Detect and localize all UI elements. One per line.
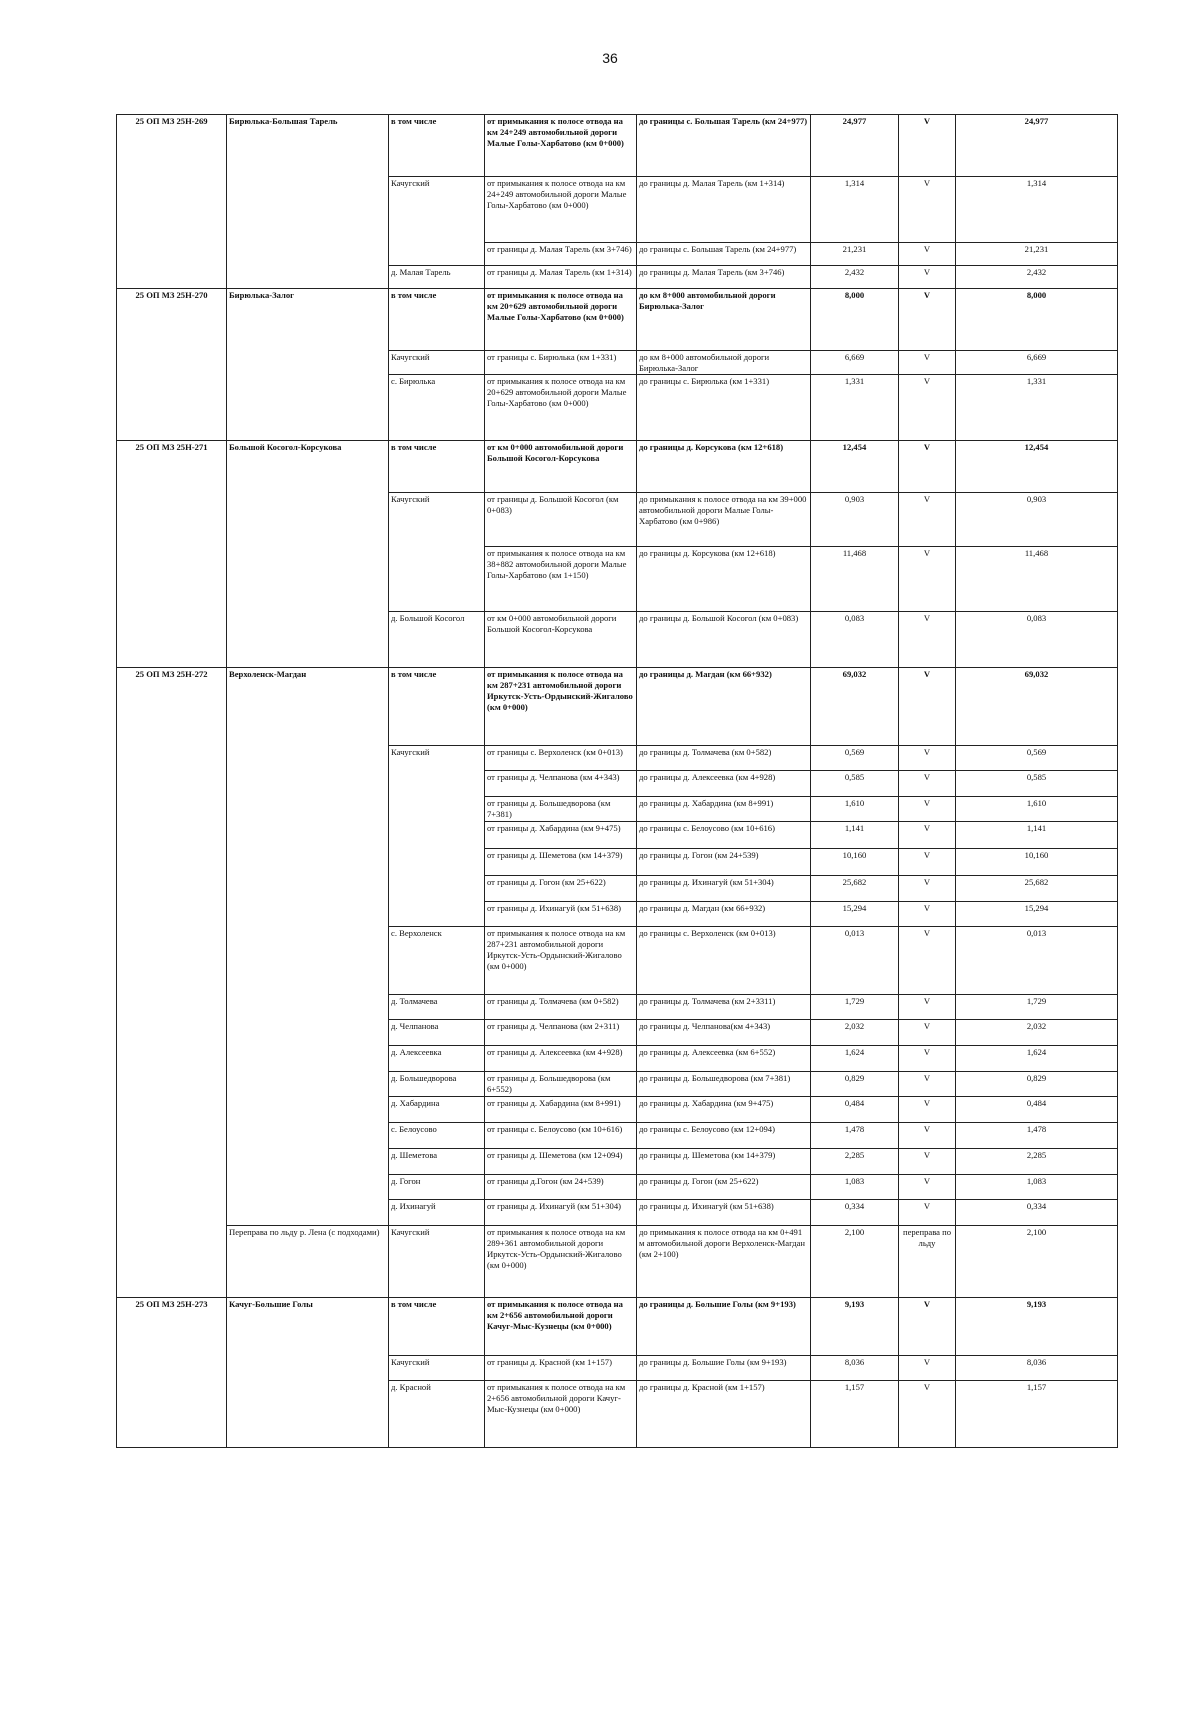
road-category: переправа по льду xyxy=(899,1226,956,1298)
district-cell: д. Челпанова xyxy=(389,1020,485,1046)
total-length: 1,083 xyxy=(956,1175,1118,1200)
segment-start: от примыкания к полосе отвода на км 289+361 автомобильной дороги Иркутск-Усть-Ордынский-Жигалово (км 0+000) xyxy=(485,1226,637,1298)
length-km: 8,000 xyxy=(811,289,899,351)
road-category: V xyxy=(899,746,956,771)
total-length: 0,484 xyxy=(956,1097,1118,1123)
length-km: 0,083 xyxy=(811,612,899,668)
table-row xyxy=(117,1298,1118,1356)
road-category: V xyxy=(899,822,956,849)
length-km: 8,036 xyxy=(811,1356,899,1381)
segment-end: до границы д. Хабардина (км 8+991) xyxy=(637,797,811,822)
length-km: 2,100 xyxy=(811,1226,899,1298)
district-cell: д. Большедворова xyxy=(389,1072,485,1097)
length-km: 15,294 xyxy=(811,902,899,927)
length-km: 9,193 xyxy=(811,1298,899,1356)
length-km: 1,331 xyxy=(811,375,899,441)
length-km: 1,729 xyxy=(811,995,899,1020)
length-km: 69,032 xyxy=(811,668,899,746)
length-km: 2,032 xyxy=(811,1020,899,1046)
total-length: 0,585 xyxy=(956,771,1118,797)
segment-start: от границы д. Большой Косогол (км 0+083) xyxy=(485,493,637,547)
total-length: 2,032 xyxy=(956,1020,1118,1046)
segment-start: от границы с. Бирюлька (км 1+331) xyxy=(485,351,637,375)
road-code: 25 ОП МЗ 25Н-269 xyxy=(117,115,227,289)
road-category: V xyxy=(899,243,956,266)
road-category: V xyxy=(899,668,956,746)
road-category: V xyxy=(899,547,956,612)
road-name: Переправа по льду р. Лена (с подходами) xyxy=(227,1226,389,1298)
segment-start: от границы д.Гогон (км 24+539) xyxy=(485,1175,637,1200)
total-length: 0,903 xyxy=(956,493,1118,547)
district-cell: Качугский xyxy=(389,177,485,266)
road-category: V xyxy=(899,1149,956,1175)
district-cell: с. Белоусово xyxy=(389,1123,485,1149)
road-category: V xyxy=(899,927,956,995)
segment-start: от границы с. Верхоленск (км 0+013) xyxy=(485,746,637,771)
road-category: V xyxy=(899,115,956,177)
segment-end: до границы д. Толмачева (км 2+3311) xyxy=(637,995,811,1020)
segment-end: до км 8+000 автомобильной дороги Бирюлька-Залог xyxy=(637,351,811,375)
district-cell: с. Бирюлька xyxy=(389,375,485,441)
roads-table xyxy=(116,114,1118,1448)
table-row xyxy=(117,1226,1118,1298)
district-cell: в том числе xyxy=(389,1298,485,1356)
road-category: V xyxy=(899,1298,956,1356)
page-number: 36 xyxy=(602,50,618,66)
length-km: 1,478 xyxy=(811,1123,899,1149)
district-cell: д. Малая Тарель xyxy=(389,266,485,289)
segment-start: от км 0+000 автомобильной дороги Большой Косогол-Корсукова xyxy=(485,441,637,493)
road-category: V xyxy=(899,266,956,289)
total-length: 2,432 xyxy=(956,266,1118,289)
road-code: 25 ОП МЗ 25Н-272 xyxy=(117,668,227,1298)
segment-start: от примыкания к полосе отвода на км 2+656 автомобильной дороги Качуг-Мыс-Кузнецы (км 0+000) xyxy=(485,1381,637,1448)
road-category: V xyxy=(899,1175,956,1200)
length-km: 1,610 xyxy=(811,797,899,822)
segment-end: до границы д. Корсукова (км 12+618) xyxy=(637,547,811,612)
segment-end: до границы д. Большие Голы (км 9+193) xyxy=(637,1356,811,1381)
segment-end: до границы д. Ихинагуй (км 51+638) xyxy=(637,1200,811,1226)
segment-end: до границы с. Большая Тарель (км 24+977) xyxy=(637,115,811,177)
road-category: V xyxy=(899,1020,956,1046)
length-km: 10,160 xyxy=(811,849,899,876)
road-category: V xyxy=(899,1046,956,1072)
segment-start: от границы д. Челпанова (км 2+311) xyxy=(485,1020,637,1046)
segment-end: до границы д. Толмачева (км 0+582) xyxy=(637,746,811,771)
road-category: V xyxy=(899,797,956,822)
table-row xyxy=(117,668,1118,746)
length-km: 0,903 xyxy=(811,493,899,547)
segment-start: от границы д. Малая Тарель (км 1+314) xyxy=(485,266,637,289)
road-category: V xyxy=(899,771,956,797)
total-length: 2,285 xyxy=(956,1149,1118,1175)
segment-start: от границы д. Большедворова (км 6+552) xyxy=(485,1072,637,1097)
length-km: 1,141 xyxy=(811,822,899,849)
segment-end: до границы д. Малая Тарель (км 1+314) xyxy=(637,177,811,243)
road-code: 25 ОП МЗ 25Н-270 xyxy=(117,289,227,441)
segment-end: до границы д. Алексеевка (км 4+928) xyxy=(637,771,811,797)
road-name: Большой Косогол-Корсукова xyxy=(227,441,389,668)
road-category: V xyxy=(899,902,956,927)
segment-end: до границы д. Шеметова (км 14+379) xyxy=(637,1149,811,1175)
road-category: V xyxy=(899,995,956,1020)
length-km: 0,334 xyxy=(811,1200,899,1226)
segment-start: от км 0+000 автомобильной дороги Большой Косогол-Корсукова xyxy=(485,612,637,668)
road-name: Бирюлька-Залог xyxy=(227,289,389,441)
segment-start: от границы д. Гогон (км 25+622) xyxy=(485,876,637,902)
district-cell: Качугский xyxy=(389,1226,485,1298)
total-length: 15,294 xyxy=(956,902,1118,927)
segment-start: от границы д. Алексеевка (км 4+928) xyxy=(485,1046,637,1072)
road-category: V xyxy=(899,612,956,668)
segment-end: до границы д. Хабардина (км 9+475) xyxy=(637,1097,811,1123)
length-km: 0,013 xyxy=(811,927,899,995)
segment-end: до границы д. Корсукова (км 12+618) xyxy=(637,441,811,493)
district-cell: Качугский xyxy=(389,1356,485,1381)
length-km: 2,285 xyxy=(811,1149,899,1175)
segment-end: до границы д. Гогон (км 25+622) xyxy=(637,1175,811,1200)
total-length: 25,682 xyxy=(956,876,1118,902)
road-name: Верхоленск-Магдан xyxy=(227,668,389,1226)
roads-table-body xyxy=(117,115,1118,1448)
length-km: 21,231 xyxy=(811,243,899,266)
segment-end: до границы с. Большая Тарель (км 24+977) xyxy=(637,243,811,266)
length-km: 25,682 xyxy=(811,876,899,902)
segment-end: до границы д. Алексеевка (км 6+552) xyxy=(637,1046,811,1072)
total-length: 0,569 xyxy=(956,746,1118,771)
total-length: 1,314 xyxy=(956,177,1118,243)
district-cell: Качугский xyxy=(389,746,485,927)
district-cell: в том числе xyxy=(389,115,485,177)
segment-end: до границы д. Ихинагуй (км 51+304) xyxy=(637,876,811,902)
total-length: 0,829 xyxy=(956,1072,1118,1097)
length-km: 1,624 xyxy=(811,1046,899,1072)
total-length: 9,193 xyxy=(956,1298,1118,1356)
segment-start: от границы д. Красной (км 1+157) xyxy=(485,1356,637,1381)
total-length: 1,729 xyxy=(956,995,1118,1020)
segment-start: от примыкания к полосе отвода на км 24+249 автомобильной дороги Малые Голы-Харбатово (км 0+000) xyxy=(485,177,637,243)
total-length: 1,141 xyxy=(956,822,1118,849)
total-length: 0,013 xyxy=(956,927,1118,995)
road-name: Бирюлька-Большая Тарель xyxy=(227,115,389,289)
district-cell: д. Большой Косогол xyxy=(389,612,485,668)
segment-end: до границы д. Малая Тарель (км 3+746) xyxy=(637,266,811,289)
segment-end: до границы с. Верхоленск (км 0+013) xyxy=(637,927,811,995)
segment-start: от границы д. Хабардина (км 9+475) xyxy=(485,822,637,849)
total-length: 0,083 xyxy=(956,612,1118,668)
road-category: V xyxy=(899,1097,956,1123)
total-length: 21,231 xyxy=(956,243,1118,266)
segment-end: до км 8+000 автомобильной дороги Бирюлька-Залог xyxy=(637,289,811,351)
length-km: 11,468 xyxy=(811,547,899,612)
road-code: 25 ОП МЗ 25Н-273 xyxy=(117,1298,227,1448)
total-length: 1,157 xyxy=(956,1381,1118,1448)
district-cell: в том числе xyxy=(389,289,485,351)
road-category: V xyxy=(899,1200,956,1226)
segment-end: до границы д. Гогон (км 24+539) xyxy=(637,849,811,876)
total-length: 8,000 xyxy=(956,289,1118,351)
segment-start: от границы д. Шеметова (км 14+379) xyxy=(485,849,637,876)
segment-end: до границы с. Белоусово (км 12+094) xyxy=(637,1123,811,1149)
district-cell: д. Шеметова xyxy=(389,1149,485,1175)
length-km: 0,585 xyxy=(811,771,899,797)
segment-end: до границы д. Большой Косогол (км 0+083) xyxy=(637,612,811,668)
segment-end: до границы с. Белоусово (км 10+616) xyxy=(637,822,811,849)
road-code: 25 ОП МЗ 25Н-271 xyxy=(117,441,227,668)
road-name: Качуг-Большие Голы xyxy=(227,1298,389,1448)
segment-start: от примыкания к полосе отвода на км 287+231 автомобильной дороги Иркутск-Усть-Ордынский-Жигалово (км 0+000) xyxy=(485,927,637,995)
district-cell: д. Хабардина xyxy=(389,1097,485,1123)
road-category: V xyxy=(899,1123,956,1149)
length-km: 1,157 xyxy=(811,1381,899,1448)
total-length: 24,977 xyxy=(956,115,1118,177)
total-length: 11,468 xyxy=(956,547,1118,612)
district-cell: д. Алексеевка xyxy=(389,1046,485,1072)
segment-end: до границы д. Красной (км 1+157) xyxy=(637,1381,811,1448)
total-length: 0,334 xyxy=(956,1200,1118,1226)
total-length: 1,478 xyxy=(956,1123,1118,1149)
total-length: 6,669 xyxy=(956,351,1118,375)
length-km: 1,314 xyxy=(811,177,899,243)
road-category: V xyxy=(899,493,956,547)
length-km: 24,977 xyxy=(811,115,899,177)
length-km: 0,484 xyxy=(811,1097,899,1123)
length-km: 12,454 xyxy=(811,441,899,493)
road-category: V xyxy=(899,1072,956,1097)
segment-start: от границы д. Ихинагуй (км 51+638) xyxy=(485,902,637,927)
road-category: V xyxy=(899,177,956,243)
segment-start: от границы д. Шеметова (км 12+094) xyxy=(485,1149,637,1175)
table-row xyxy=(117,289,1118,351)
segment-end: до примыкания к полосе отвода на км 0+491 м автомобильной дороги Верхоленск-Магдан (км 2+100) xyxy=(637,1226,811,1298)
segment-start: от границы д. Челпанова (км 4+343) xyxy=(485,771,637,797)
total-length: 69,032 xyxy=(956,668,1118,746)
district-cell: д. Гогон xyxy=(389,1175,485,1200)
segment-start: от примыкания к полосе отвода на км 2+656 автомобильной дороги Качуг-Мыс-Кузнецы (км 0+000) xyxy=(485,1298,637,1356)
road-category: V xyxy=(899,1356,956,1381)
table-row xyxy=(117,115,1118,177)
road-category: V xyxy=(899,351,956,375)
district-cell: д. Ихинагуй xyxy=(389,1200,485,1226)
segment-end: до границы д. Большедворова (км 7+381) xyxy=(637,1072,811,1097)
district-cell: в том числе xyxy=(389,668,485,746)
segment-end: до примыкания к полосе отвода на км 39+000 автомобильной дороги Малые Голы-Харбатово (км 0+986) xyxy=(637,493,811,547)
total-length: 1,624 xyxy=(956,1046,1118,1072)
road-category: V xyxy=(899,876,956,902)
segment-start: от примыкания к полосе отвода на км 20+629 автомобильной дороги Малые Голы-Харбатово (км 0+000) xyxy=(485,289,637,351)
length-km: 2,432 xyxy=(811,266,899,289)
segment-end: до границы д. Большие Голы (км 9+193) xyxy=(637,1298,811,1356)
length-km: 6,669 xyxy=(811,351,899,375)
segment-start: от границы с. Белоусово (км 10+616) xyxy=(485,1123,637,1149)
total-length: 1,331 xyxy=(956,375,1118,441)
segment-end: до границы д. Челпанова(км 4+343) xyxy=(637,1020,811,1046)
segment-start: от границы д. Малая Тарель (км 3+746) xyxy=(485,243,637,266)
segment-start: от примыкания к полосе отвода на км 20+629 автомобильной дороги Малые Голы-Харбатово (км 0+000) xyxy=(485,375,637,441)
district-cell: д. Красной xyxy=(389,1381,485,1448)
district-cell: с. Верхоленск xyxy=(389,927,485,995)
segment-start: от границы д. Ихинагуй (км 51+304) xyxy=(485,1200,637,1226)
road-category: V xyxy=(899,375,956,441)
total-length: 8,036 xyxy=(956,1356,1118,1381)
segment-start: от границы д. Хабардина (км 8+991) xyxy=(485,1097,637,1123)
length-km: 0,569 xyxy=(811,746,899,771)
segment-start: от примыкания к полосе отвода на км 24+249 автомобильной дороги Малые Голы-Харбатово (км 0+000) xyxy=(485,115,637,177)
road-category: V xyxy=(899,1381,956,1448)
road-category: V xyxy=(899,849,956,876)
segment-end: до границы д. Магдан (км 66+932) xyxy=(637,668,811,746)
total-length: 2,100 xyxy=(956,1226,1118,1298)
segment-start: от примыкания к полосе отвода на км 287+231 автомобильной дороги Иркутск-Усть-Ордынский-Жигалово (км 0+000) xyxy=(485,668,637,746)
road-category: V xyxy=(899,441,956,493)
segment-start: от примыкания к полосе отвода на км 38+882 автомобильной дороги Малые Голы-Харбатово (км 1+150) xyxy=(485,547,637,612)
table-row xyxy=(117,441,1118,493)
total-length: 12,454 xyxy=(956,441,1118,493)
segment-start: от границы д. Большедворова (км 7+381) xyxy=(485,797,637,822)
segment-end: до границы с. Бирюлька (км 1+331) xyxy=(637,375,811,441)
total-length: 1,610 xyxy=(956,797,1118,822)
total-length: 10,160 xyxy=(956,849,1118,876)
segment-start: от границы д. Толмачева (км 0+582) xyxy=(485,995,637,1020)
length-km: 0,829 xyxy=(811,1072,899,1097)
district-cell: Качугский xyxy=(389,351,485,375)
district-cell: д. Толмачева xyxy=(389,995,485,1020)
district-cell: Качугский xyxy=(389,493,485,612)
length-km: 1,083 xyxy=(811,1175,899,1200)
segment-end: до границы д. Магдан (км 66+932) xyxy=(637,902,811,927)
district-cell: в том числе xyxy=(389,441,485,493)
road-category: V xyxy=(899,289,956,351)
